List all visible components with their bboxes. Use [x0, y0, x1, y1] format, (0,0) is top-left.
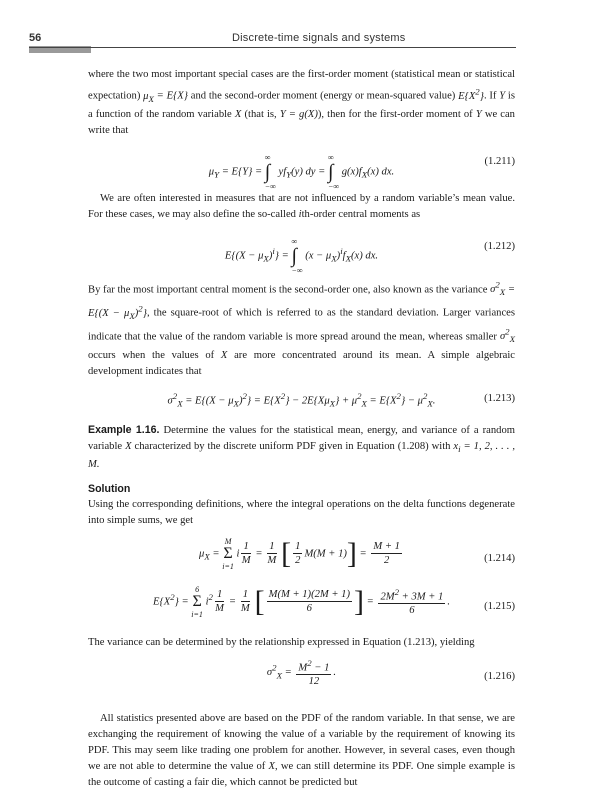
example-label: Example 1.16.	[88, 423, 160, 436]
equation-1211: $\mu_Y = E\{Y\}$ = ∞ ∫ −∞ $yf_Y(y)$ dy = ∞ ∫ −∞ $g(x)f_X(x)$ dx. (1.211)	[208, 152, 515, 191]
paragraph-moments: where the two most important special cases are the first-order moment (statistical mean or statistical expectation) $\mu_X = E\{X\}$ and the second-order moment (energy or mean-squared value) $E\{X^2\}$. If Y is a function of the random variable X (that is, Y = g(X)), then for the first-order moment of Y we can write that	[88, 69, 515, 136]
equation-number: (1.214)	[484, 552, 515, 564]
equation-1212: $E\{(X - \mu_X)^i\}$ = ∞ ∫ −∞ $(x - \mu_X)^if_X(x)$ dx. (1.212)	[224, 236, 515, 275]
solution-heading: Solution	[88, 482, 131, 495]
equation-number: (1.213)	[484, 392, 515, 404]
page-body	[88, 67, 515, 791]
equation-number: (1.216)	[484, 670, 515, 682]
header-rule	[29, 47, 516, 48]
equation-number: (1.211)	[484, 155, 515, 167]
example-paragraph: Example 1.16. Determine the values for the statistical mean, energy, and variance of a random variable X characterized by the discrete uniform PDF given in Equation (1.208) with $x_i = 1$, 2, . . . , M.	[88, 423, 515, 470]
page-header	[0, 28, 608, 58]
equation-number: (1.215)	[484, 600, 515, 612]
paragraph-variance: By far the most important central moment is the second-order one, also known as the variance $\sigma^2_X = E\{(X - \mu_X)^2\}$, the square-root of which is referred to as the standard deviation. Larger variances indicate that the value of the random variable is more spread around the mean, whereas smaller $\sigma^2_X$ occurs when the values of X are more concentrated around its mean. A simple algebraic development indicates that	[88, 279, 516, 377]
equation-1216: $\sigma^2_X$ = $\frac{M^2 - 1}{12}$ . (1.216)	[266, 657, 515, 688]
page-number: 56	[29, 32, 42, 44]
equation-1215: $E\{X^2\} = 6$ Σ i=1 $i^2$ $\frac{1}{M}$ = $\frac{1}{M}$ [ $\frac{M(M + 1)(2M + 1)}{6}$ ] = $\frac{2M^2 + 3M + 1}{6}$ . (1.215)	[153, 584, 515, 619]
paragraph-variance-result: The variance can be determined by the relationship expressed in Equation (1.213), yielding	[88, 636, 475, 648]
equation-number: (1.212)	[484, 240, 515, 252]
equation-1213: $\sigma^2_X = E\{(X - \mu_X)^2\} = E\{X^2\} - 2E\{X\mu_X\} + \mu^2_X = E\{X^2\} - \mu^2_X$. (1.213)	[167, 390, 515, 409]
paragraph-central-moments: We are often interested in measures that are not influenced by a random variable’s mean value. For these cases, we may also define the so-called ith-order central moments as	[88, 192, 515, 220]
paragraph-pdf: All statistics presented above are based on the PDF of the random variable. In that sense, we are exchanging the requirement of knowing the value of a variable by the requirement of knowing its PDF. This may seem like trading one problem for another. However, in several cases, even though we are not able to determine the value of X, we can still determine its PDF. One simple example is the outcome of casting a fair die, which cannot be predicted but	[88, 712, 515, 788]
solution-paragraph: Using the corresponding definitions, where the integral operations on the delta functions degenerate into simple sums, we get	[88, 498, 515, 526]
running-title: Discrete-time signals and systems	[232, 32, 406, 44]
equation-1214: $\mu_X = M$ Σ i=1 i $\frac{1}{M}$ = $\frac{1}{M}$ [ $\frac{1}{2}$ M(M + 1)] = $\frac{M + 1}{2}$ (1.214)	[199, 536, 515, 571]
